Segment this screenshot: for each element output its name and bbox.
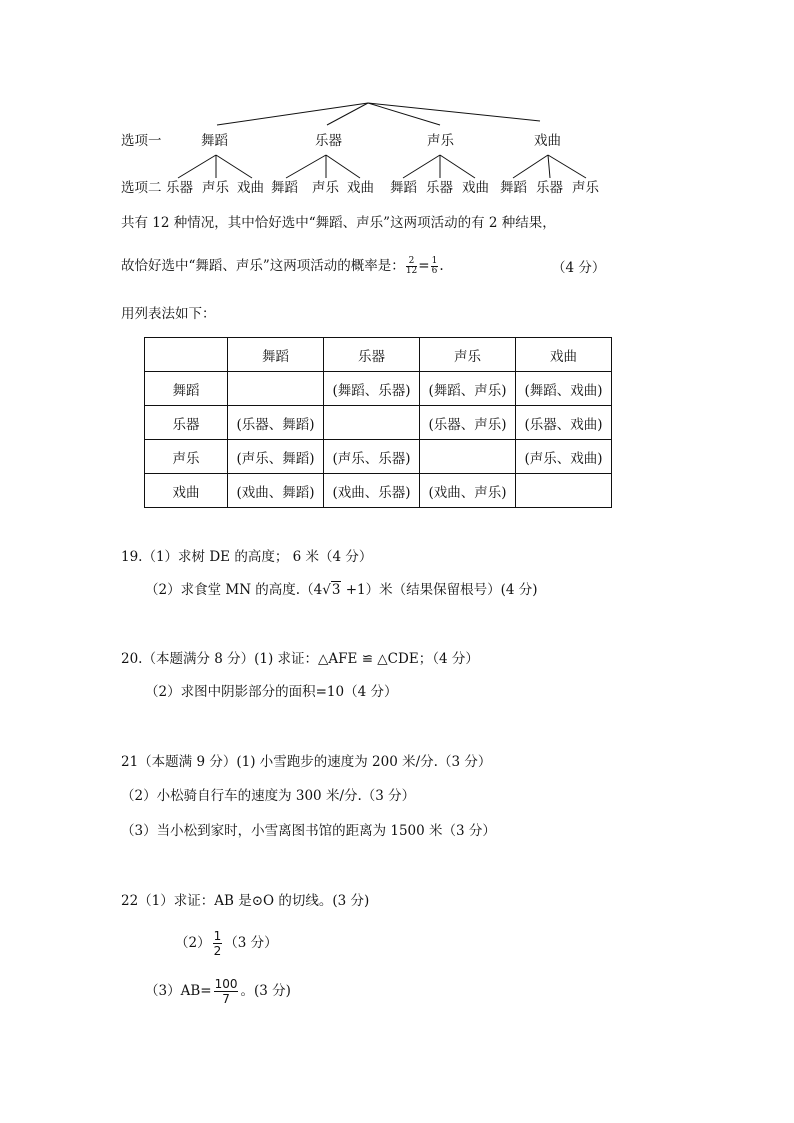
table-cell [420,440,516,474]
tree-node-l2: 戏曲 [237,180,264,196]
table-cell [324,406,420,440]
fraction-1-2: $\frac{1}{2}$ [213,929,222,958]
q19-part2-prefix: （2）求食堂 MN 的高度.（ [145,582,314,598]
probability-line [121,257,444,276]
table-cell: (舞蹈、戏曲) [516,372,612,406]
tree-node-l2: 乐器 [536,180,563,196]
tree-node-l2: 戏曲 [462,180,489,196]
table-cell: (舞蹈、乐器) [324,372,420,406]
tree-level1-label: 选项一 [121,133,162,149]
table-header-cell: 乐器 [324,338,420,372]
table-row [145,440,612,474]
q22-part2-prefix: （2） [175,935,211,951]
table-row [145,372,612,406]
table-cell: (声乐、舞蹈) [228,440,324,474]
q21-part1: 21（本题满 9 分）(1) 小雪跑步的速度为 200 米/分.（3 分） [121,754,492,770]
tree-level2-label: 选项二 [121,180,162,196]
sqrt-radicand: 3 [331,582,341,598]
tree-node-l1: 乐器 [315,133,342,149]
q19-part1: 19.（1）求树 DE 的高度； 6 米（4 分） [121,549,373,565]
q20-part2: （2）求图中阴影部分的面积=10（4 分） [145,684,398,700]
tree-node-l2: 声乐 [572,180,599,196]
table-row-label: 戏曲 [145,474,228,508]
period: . [439,258,444,274]
table-header-cell [145,338,228,372]
q22-part1: 22（1）求证：AB 是⊙O 的切线。(3 分) [121,893,370,909]
table-cell: (戏曲、乐器) [324,474,420,508]
table-cell: (舞蹈、声乐) [420,372,516,406]
table-row-label: 乐器 [145,406,228,440]
probability-prefix: 故恰好选中“舞蹈、声乐”这两项活动的概率是： [121,258,405,274]
q22-part3-score: 。(3 分) [240,983,291,999]
q22-part2 [175,929,278,958]
tree-node-l1: 舞蹈 [201,133,228,149]
tree-diagram-lines [0,0,794,200]
tree-node-l2: 声乐 [312,180,339,196]
tree-node-l2: 乐器 [166,180,193,196]
table-cell [228,372,324,406]
q22-part3 [145,977,291,1006]
table-cell: (乐器、舞蹈) [228,406,324,440]
q19-part2 [145,582,538,598]
table-cell: (声乐、乐器) [324,440,420,474]
table-cell: (乐器、声乐) [420,406,516,440]
tree-node-l1: 声乐 [427,133,454,149]
table-header-cell: 声乐 [420,338,516,372]
table-cell: (戏曲、舞蹈) [228,474,324,508]
q22-part3-prefix: （3）AB= [145,983,212,999]
table-row [145,474,612,508]
tree-node-l2: 戏曲 [347,180,374,196]
equals-sign: = [418,258,430,274]
cases-count-text: 共有 12 种情况，其中恰好选中“舞蹈、声乐”这两项活动的有 2 种结果， [121,215,556,231]
tree-node-l2: 舞蹈 [500,180,527,196]
table-header-cell: 戏曲 [516,338,612,372]
table-cell [516,474,612,508]
q21-part2: （2）小松骑自行车的速度为 300 米/分.（3 分） [121,788,416,804]
tree-node-l2: 舞蹈 [390,180,417,196]
sqrt-coefficient: 4 [313,582,323,598]
sqrt-expression: √3 [322,582,341,598]
tree-node-l1: 戏曲 [534,133,561,149]
table-row-label: 舞蹈 [145,372,228,406]
q22-part2-score: （3 分） [224,935,278,951]
q19-part2-suffix: +1）米（结果保留根号）(4 分) [341,582,538,598]
table-row-label: 声乐 [145,440,228,474]
table-header-cell: 舞蹈 [228,338,324,372]
table-cell: (戏曲、声乐) [420,474,516,508]
q21-part3: （3）当小松到家时，小雪离图书馆的距离为 1500 米（3 分） [121,823,496,839]
fraction-100-7: $\frac{100}{7}$ [214,977,238,1006]
tree-node-l2: 乐器 [426,180,453,196]
table-intro: 用列表法如下： [121,306,216,322]
table-cell: (声乐、戏曲) [516,440,612,474]
fraction-2-12: $\frac{2}{12}$ [405,256,418,276]
q20-part1: 20.（本题满分 8 分）(1) 求证：△AFE ≌ △CDE；（4 分） [121,651,479,667]
fraction-1-6: $\frac{1}{6}$ [431,256,438,276]
tree-node-l2: 声乐 [202,180,229,196]
score-label: （4 分） [552,260,606,276]
table-row [145,406,612,440]
table-header-row [145,338,612,372]
table-cell: (乐器、戏曲) [516,406,612,440]
combination-table [144,337,612,508]
tree-node-l2: 舞蹈 [271,180,298,196]
